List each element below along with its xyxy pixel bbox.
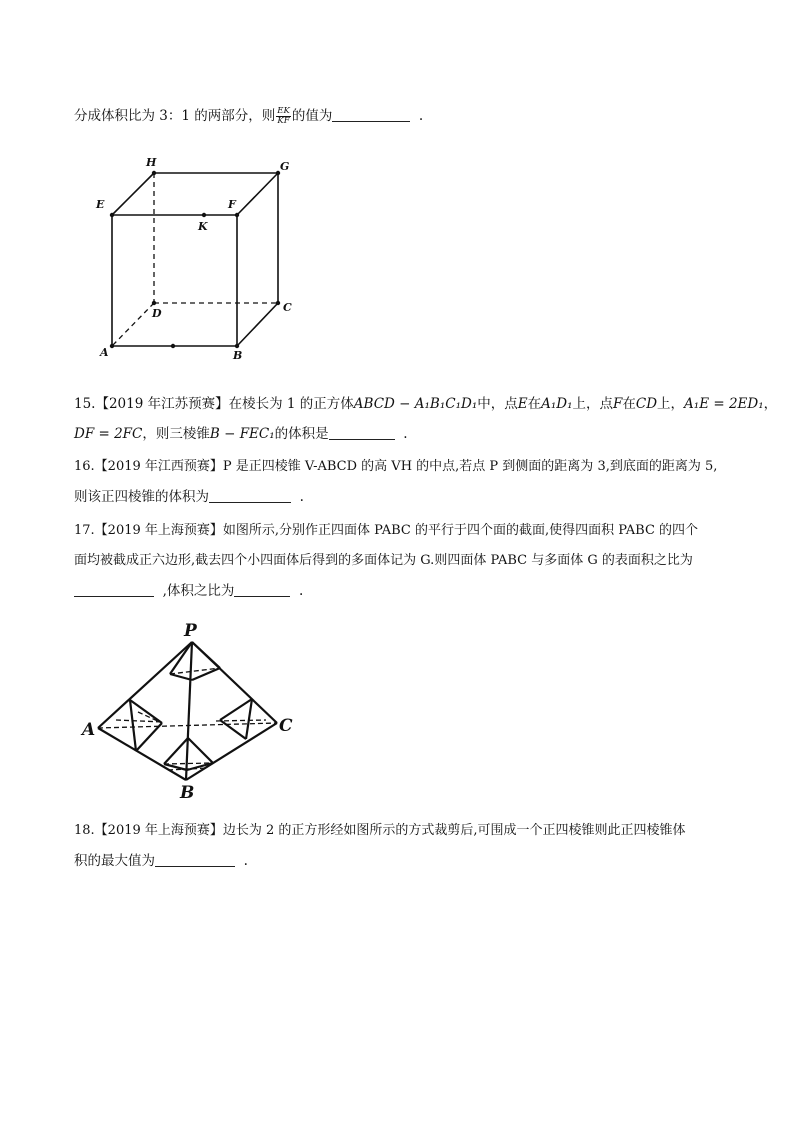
q17-text-1: 17.【2019 年上海预赛】如图所示,分别作正四面体 PABC 的平行于四个面的截面,使得四面积 PABC 的四个 bbox=[74, 523, 699, 538]
cube-label-k: K bbox=[198, 220, 208, 233]
q17-line-3 bbox=[74, 581, 734, 601]
q16-line-2 bbox=[74, 487, 734, 507]
q16-text-2: 则该正四棱锥的体积为 bbox=[74, 489, 209, 505]
q16-answer-blank[interactable] bbox=[209, 488, 291, 503]
q15-point-e: E bbox=[517, 396, 528, 412]
q15-segment-cd: CD bbox=[635, 396, 658, 412]
q17-answer-blank-2[interactable] bbox=[234, 582, 290, 597]
cube-label-b: B bbox=[233, 349, 243, 362]
tetra-label-b: B bbox=[180, 783, 195, 802]
q15-line-2 bbox=[74, 424, 734, 444]
cube-label-e: E bbox=[96, 198, 105, 211]
q14-frac-den: KF bbox=[277, 116, 290, 126]
cube-label-f: F bbox=[228, 198, 236, 211]
q15-cube-name: ABCD − A₁B₁C₁D₁ bbox=[353, 396, 478, 412]
q18-answer-blank[interactable] bbox=[155, 852, 235, 867]
q17-answer-blank-1[interactable] bbox=[74, 582, 154, 597]
q16-text-1: 16.【2019 年江西预赛】P 是正四棱锥 V-ABCD 的高 VH 的中点,若点 P 到侧面的距离为 3,到底面的距离为 5, bbox=[74, 459, 718, 474]
q15-point-f: F bbox=[613, 396, 623, 412]
q14-line bbox=[74, 106, 734, 126]
q14-frac-num: EK bbox=[277, 106, 290, 116]
q18-end: . bbox=[243, 853, 248, 869]
cube-label-d: D bbox=[152, 307, 162, 320]
tetra-label-a: A bbox=[82, 720, 96, 740]
q16-line-1 bbox=[74, 457, 734, 477]
q15-equation-2: DF = 2FC bbox=[74, 426, 143, 442]
q15-text-post: 的体积是 bbox=[274, 426, 329, 442]
q14-text-pre: 分成体积比为 3：1 的两部分，则 bbox=[74, 108, 276, 124]
cube-label-h: H bbox=[146, 156, 157, 169]
q18-line-2 bbox=[74, 851, 734, 871]
q15-pyramid-name: B − FEC₁ bbox=[209, 426, 275, 442]
q15-equation-1: A₁E = 2ED₁ bbox=[684, 396, 764, 412]
q14-text-post: 的值为 bbox=[291, 108, 333, 124]
q14-end: . bbox=[418, 108, 424, 124]
q15-text-mid: ，则三棱锥 bbox=[142, 426, 210, 442]
cube-label-c: C bbox=[283, 301, 292, 314]
q18-text-2: 积的最大值为 bbox=[74, 853, 155, 869]
q15-end: . bbox=[403, 426, 408, 442]
q15-segment-a1d1: A₁D₁ bbox=[541, 396, 573, 412]
q15-text-pre: 15.【2019 年江苏预赛】在棱长为 1 的正方体 bbox=[74, 396, 354, 412]
q18-text-1: 18.【2019 年上海预赛】边长为 2 的正方形经如图所示的方式裁剪后,可围成一个正四棱锥则此正四棱锥体 bbox=[74, 823, 686, 838]
q15-text-mid2: 在 bbox=[527, 396, 542, 412]
q17-text-mid: ,体积之比为 bbox=[162, 583, 235, 599]
cube-figure bbox=[90, 150, 310, 365]
q15-text-end1: ， bbox=[763, 396, 778, 412]
tetrahedron-figure bbox=[80, 620, 300, 802]
q14-fraction bbox=[276, 107, 291, 126]
q17-line-1 bbox=[74, 521, 734, 541]
q17-text-2: 面均被截成正六边形,截去四个小四面体后得到的多面体记为 G.则四面体 PABC 与多面体 G 的表面积之比为 bbox=[74, 553, 693, 568]
q17-end: . bbox=[298, 583, 304, 599]
cube-label-a: A bbox=[100, 346, 109, 359]
q16-end: . bbox=[299, 489, 304, 505]
cube-label-g: G bbox=[280, 160, 290, 173]
q15-text-mid4: 在 bbox=[622, 396, 636, 412]
q15-text-mid1: 中，点 bbox=[477, 396, 518, 412]
q15-text-mid5: 上， bbox=[657, 396, 685, 412]
q15-line-1 bbox=[74, 394, 778, 414]
tetra-label-p: P bbox=[184, 621, 197, 641]
q15-text-mid3: 上，点 bbox=[572, 396, 614, 412]
q17-line-2 bbox=[74, 551, 734, 571]
q15-answer-blank[interactable] bbox=[329, 425, 395, 440]
tetra-label-c: C bbox=[279, 716, 293, 736]
q18-line-1 bbox=[74, 821, 734, 841]
q14-answer-blank[interactable] bbox=[332, 107, 410, 122]
